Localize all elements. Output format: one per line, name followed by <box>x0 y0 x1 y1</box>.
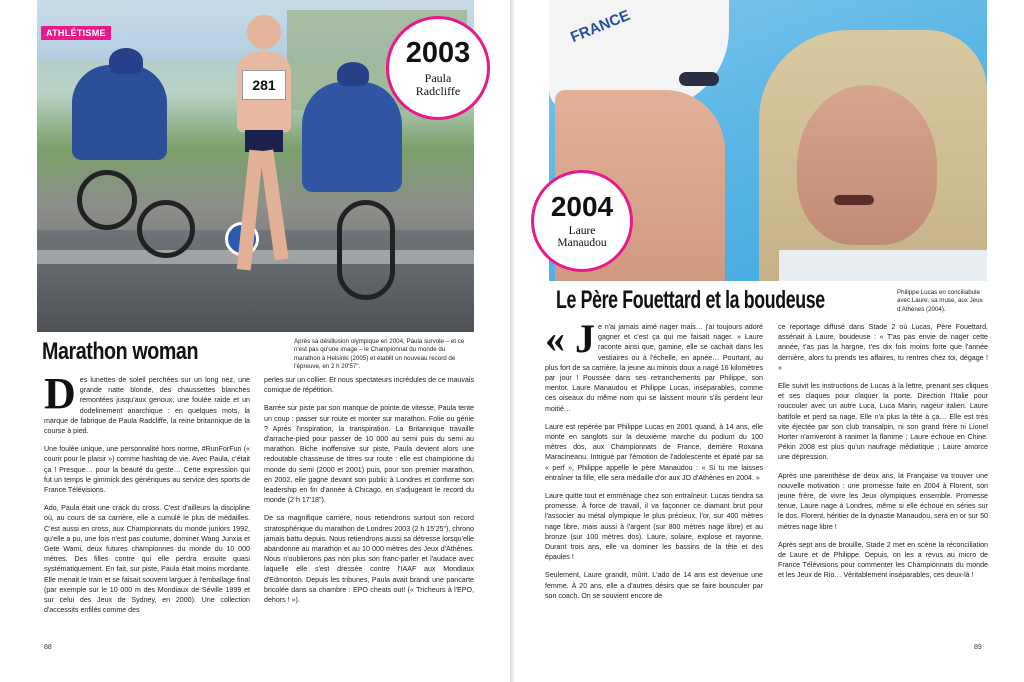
paragraph: e n'ai jamais aimé nager mais… j'ai toujours adoré gagner et c'est ça qui me faisait nager. » Laure raconte ainsi que, gamine, elle se cachait dans les vestiaires ou à l'échelle, en apnée… Pourtant, au plus fort de sa carrière, la jeune au minois doux a nagé 16 kilomètres par jour ! Poussée dans ses retranchements par Philippe, son mentor. Laure Manaudou et Philippe Lucas, inséparables, comme ces oiseaux du même nom qui se laissent mourir s'ils perdent leur moitié… <box>545 323 763 413</box>
athlete-last-name: Radcliffe <box>415 83 461 98</box>
athlete-first-name: Paula <box>424 71 452 85</box>
paragraph: Seulement, Laure grandit, mûrit. L'ado de 14 ans est devenue une femme. À 20 ans, elle a d'autres désirs que se faire bousculer par son coach. On se souvient encore de <box>545 571 763 600</box>
left-column-2 <box>264 375 474 633</box>
headline-pere-fouettard: Le Père Fouettard et la boudeuse <box>556 286 825 314</box>
paragraph: Ado, Paula était une crack du cross. C'est d'ailleurs la discipline où, au cours de sa carrière, elle a cumulé le plus de médailles. C'est aussi en cross, aux Championnats du monde juniors 1992, qu'elle a pu, une fois n'est pas coutume, dominer Wang Junxia et Gete Wami, deux futures championnes du monde du 10 000 mètres. Des filles contre qui elle perdra ensuite quasi systématiquement. En fait, sur piste, Paula était moins mordante. Elle menait le train et se faisait souvent larguer à l'emballage final (par exemple sur le 10 000 m des Mondiaux de Séville 1999 et sur celui des Jeux de Sydney, en 2000). Une collection d'accessits enfilés comme des <box>44 504 250 615</box>
athlete-last-name: Manaudou <box>557 237 607 250</box>
paragraph: Laure est repérée par Philippe Lucas en 2001 quand, à 14 ans, elle monte en sanglots sur la deuxième marche du podium du 100 mètres dos, aux Championnats de France, derrière Roxana Maracineanu. Intrigué par l'émotion de l'adolescente et épaté par sa « perf », Philippe appelle le père Manaudou : « Si tu me laisses entraîner ta fille, elle sera médaille d'or aux JO d'Athènes en 2004. » <box>545 422 763 482</box>
quote-drop-mark: « J <box>545 322 595 361</box>
photo-caption-lucas: Philippe Lucas en conciliabule avec Laure, sa muse, aux Jeux d'Athènes (2004). <box>897 289 983 313</box>
headline-marathon-woman: Marathon woman <box>42 338 199 365</box>
paragraph: Barrée sur piste par son manque de pointe de vitesse, Paula tente un coup : passer sur route et monter sur marathon. Folie ou génie ? Après l'inspiration, la transpiration. La Britannique travaille d'arrache-pied pour passer de 10 000 au semi puis du semi au marathon. Biche inoffensive sur piste, Paula devient alors une redoutable chasseuse de titres sur route : elle est championne du monde du semi (2000 et 2001) puis, pour son premier marathon, en 2002, elle gagne devant son public à Londres et confirme son leadership en fin d'année à Chicago, en s'adjugeant le record du monde (2 h 17'18"). <box>264 404 474 505</box>
athlete-first-name: Laure <box>568 225 596 237</box>
right-column-1 <box>545 322 763 633</box>
paragraph: Après sept ans de brouille, Stade 2 met en scène la réconciliation de Laure et de Philippe. Depuis, on les a revus au micro de France Télévisions pour commenter les Championnats du monde et les Jeux de Rio… Véritablement inséparables, ces deux-là ! <box>778 540 988 580</box>
paragraph: De sa magnifique carrière, nous retiendrons surtout son record stratosphérique du marathon de Londres 2003 (2 h 15'25"), chrono jamais battu depuis. Nous retiendrons aussi sa détresse lorsqu'elle abandonne au marathon et au 10 000 mètres des Jeux d'Athènes. Nous n'oublierons pas non plus son franc-parler et l'audace avec laquelle elle s'est dressée contre l'IAAF aux Mondiaux d'Edmonton. Depuis les tribunes, Paula avait brandi une pancarte bricolée dans sa chambre : EPO cheats out! (« Tricheurs à l'EPO, dehors ! »). <box>264 514 474 605</box>
race-bib: 281 <box>242 70 286 100</box>
right-column-2 <box>778 322 988 633</box>
year-circle-2003 <box>386 16 490 120</box>
page-number: 89 <box>974 644 982 651</box>
paragraph: Elle suivit les instructions de Lucas à la lettre, prenant ses cliques et ses claques pour claquer la porte. Direction l'Italie pour roucouler avec un autre Luca, Luca Marin, nageur italien. Laure batifole et perd sa nage. Elle n'a plus la tête à ça… Elle est très vite éjectée par son club transalpin, ni son grand frère ni Lionel Horter n'arriveront à ranimer la flamme ; Laure échoue en Chine. Pékin 2008 est plus qu'un naufrage médiatique ; Laure amorce une dépression. <box>778 382 988 462</box>
paragraph: es lunettes de soleil perchées sur un long nez, une grande natte blonde, des chaussettes blanches remontées jusqu'aux genoux, une foulée raide et un dodelinement anarchique : en quelques mots, la marque de fabrique de Paula Radcliffe, la reine britannique de la course à pied. <box>44 376 250 436</box>
dropcap: D <box>44 375 76 418</box>
photo-caption-radcliffe: Après sa désillusion olympique en 2004, Paula survole – et ce n'est pas qu'une image – le Championnat du monde du marathon à Helsinki (2005) et établit un nouveau record de l'épreuve, en 2 h 20'57". <box>294 338 465 371</box>
left-page <box>0 0 510 682</box>
paragraph: perles sur un collier. Et nous spectateurs incrédules de ce mauvais comique de répétition. <box>264 376 474 395</box>
paragraph: Laure quitte tout et emménage chez son entraîneur. Lucas tiendra sa promesse. À force de travail, il va façonner ce diamant brut pour l'associer au métal olympique le plus précieux, l'or, sur 400 mètres nage libre, mais aussi à l'argent (sur 800 mètres nage libre) et au bronze (sur 100 mètres dos). Laure, solaire, explose et rayonne. Durant trois ans, elle va dominer les bassins de la tête et des épaules ! <box>545 492 763 562</box>
year-2003: 2003 <box>405 37 471 69</box>
left-column-1 <box>44 375 250 633</box>
swim-cap-text: FRANCE <box>568 6 633 47</box>
page-number: 88 <box>44 644 52 651</box>
paragraph: Après une parenthèse de deux ans, la Française va trouver une nouvelle motivation : une promesse faite en 2004 à Florent, son jeune frère, de vivre les Jeux olympiques ensemble. Promesse tenue, Laure nage à Londres, même si elle échoue en séries sur le dos. Florent, héritier de la dynastie Manaudou, sera en or sur 50 mètres nage libre ! <box>778 471 988 531</box>
paragraph: ce reportage diffusé dans Stade 2 où Lucas, Père Fouettard, assénait à Laure, boudeuse : « T'as pas envie de nager cette année, t'as pas la hargne, t'es dix fois moins forte que l'année dernière, alors tu prends tes affaires, tu rentres chez toi, dégage ! » <box>778 323 988 372</box>
section-badge-athletisme: ATHLÉTISME <box>41 26 111 40</box>
year-2004: 2004 <box>550 191 614 222</box>
paragraph: Une foulée unique, une personnalité hors norme, #RunForFun (« courir pour le plaisir ») comme hashtag de vie. Avec Paula, c'était ça ! Presque… pour la beauté du geste… Cette expression qui fut un temps le gimmick des génériques au service des sports de France Télévisions. <box>44 445 250 495</box>
year-circle-2004 <box>531 170 633 272</box>
